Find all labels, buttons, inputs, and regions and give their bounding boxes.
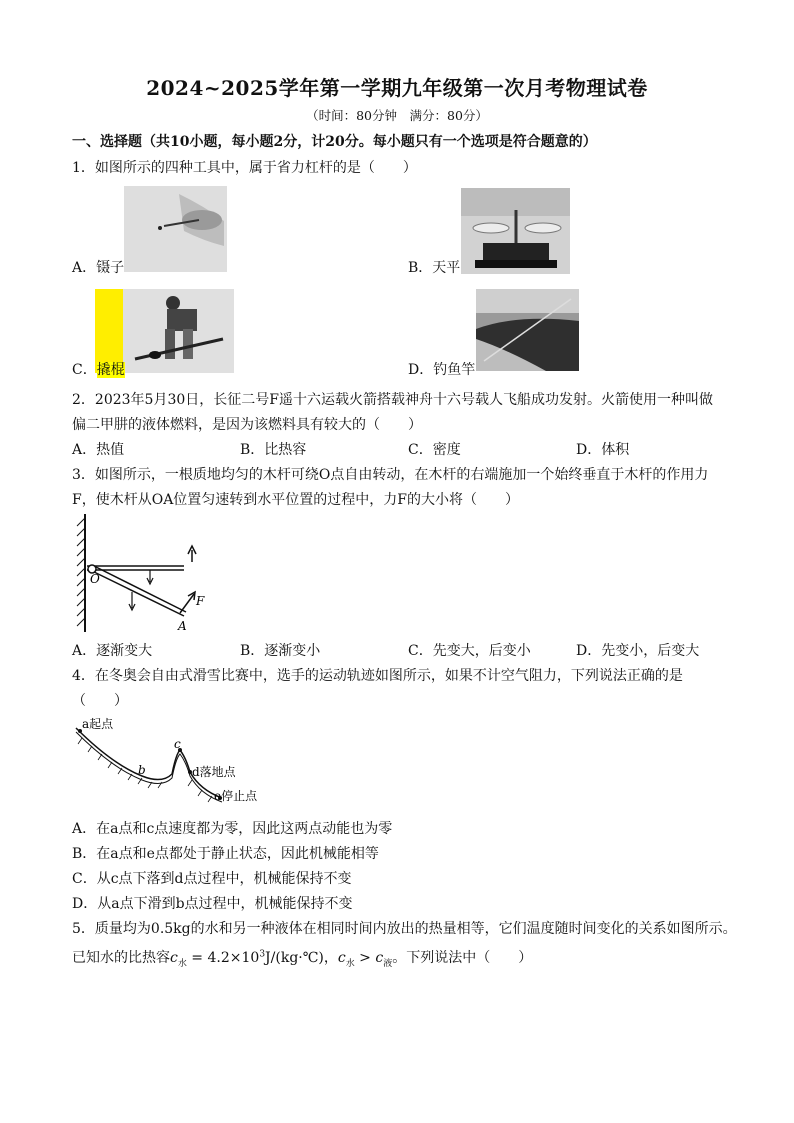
q3-line1: 3．如图所示，一根质地均匀的木杆可绕O点自由转动，在木杆的右端施加一个始终垂直于木杆的作用力 [72,467,709,483]
q5-line2: 已知水的比热容$c_水$ = $4.2\times 10^3J/(kg\cdot℃)$，$c_水 > c_液$。下列说法中（ ） [72,949,533,969]
q2-line2: 偏二甲肼的液体燃料，是因为该燃料具有较大的（ ） [72,417,422,433]
q1-option-d: D．钓鱼竿 [408,362,476,378]
point-d-landing-label: d落地点 [192,765,236,779]
q2-option-c: C．密度 [408,442,461,458]
q1-option-a: A．镊子 [72,260,125,276]
point-o-label: O [90,572,100,586]
q3-line2: F，使木杆从OA位置匀速转到水平位置的过程中，力F的大小将（ ） [72,492,520,508]
lever-diagram [72,512,222,634]
fishing-rod-photo [476,289,579,371]
q3-option-c: C．先变大，后变小 [408,643,531,659]
tweezers-photo [124,186,227,272]
q4-line2: （ ） [72,693,128,709]
q5-line1: 5．质量均为0.5kg的水和另一种液体在相同时间内放出的热量相等，它们温度随时间变化的关系如图所示。 [72,921,737,937]
q4-option-d: D．从a点下滑到b点过程中，机械能保持不变 [72,896,353,912]
crowbar-highlight: 撬棍 [96,362,125,378]
q2-option-b: B．比热容 [240,442,307,458]
q2-option-a: A．热值 [72,442,125,458]
point-c-label: c [174,737,181,751]
force-f-label: F [196,594,205,608]
q4-option-b: B．在a点和e点都处于静止状态，因此机械能相等 [72,846,379,862]
q1-option-c: C．撬棍 [72,362,125,378]
q2-option-d: D．体积 [576,442,630,458]
exam-subtitle: （时间：80分钟 满分：80分） [306,108,488,123]
q4-option-c: C．从c点下落到d点过程中，机械能保持不变 [72,871,352,887]
point-b-label: b [138,763,146,777]
ski-track-diagram [72,714,272,806]
section-heading: 一、选择题（共10小题，每小题2分，计20分。每小题只有一个选项是符合题意的） [72,134,597,150]
q3-option-b: B．逐渐变小 [240,643,321,659]
exam-title: 2024~2025学年第一学期九年级第一次月考物理试卷 [146,76,648,100]
point-a-label: A [178,619,187,633]
point-e-stop-label: e停止点 [214,789,258,803]
q1-stem: 1．如图所示的四种工具中，属于省力杠杆的是（ ） [72,160,417,176]
balance-photo [461,188,570,274]
q4-line1: 4．在冬奥会自由式滑雪比赛中，选手的运动轨迹如图所示，如果不计空气阻力，下列说法正确的是 [72,668,683,684]
q4-option-a: A．在a点和c点速度都为零，因此这两点动能也为零 [72,821,393,837]
q2-line1: 2．2023年5月30日，长征二号F遥十六运载火箭搭载神舟十六号载人飞船成功发射。火箭使用一种叫做 [72,392,713,408]
q3-option-d: D．先变小，后变大 [576,643,700,659]
q1-option-b: B．天平 [408,260,461,276]
point-a-start-label: a起点 [82,717,114,731]
q3-option-a: A．逐渐变大 [72,643,153,659]
